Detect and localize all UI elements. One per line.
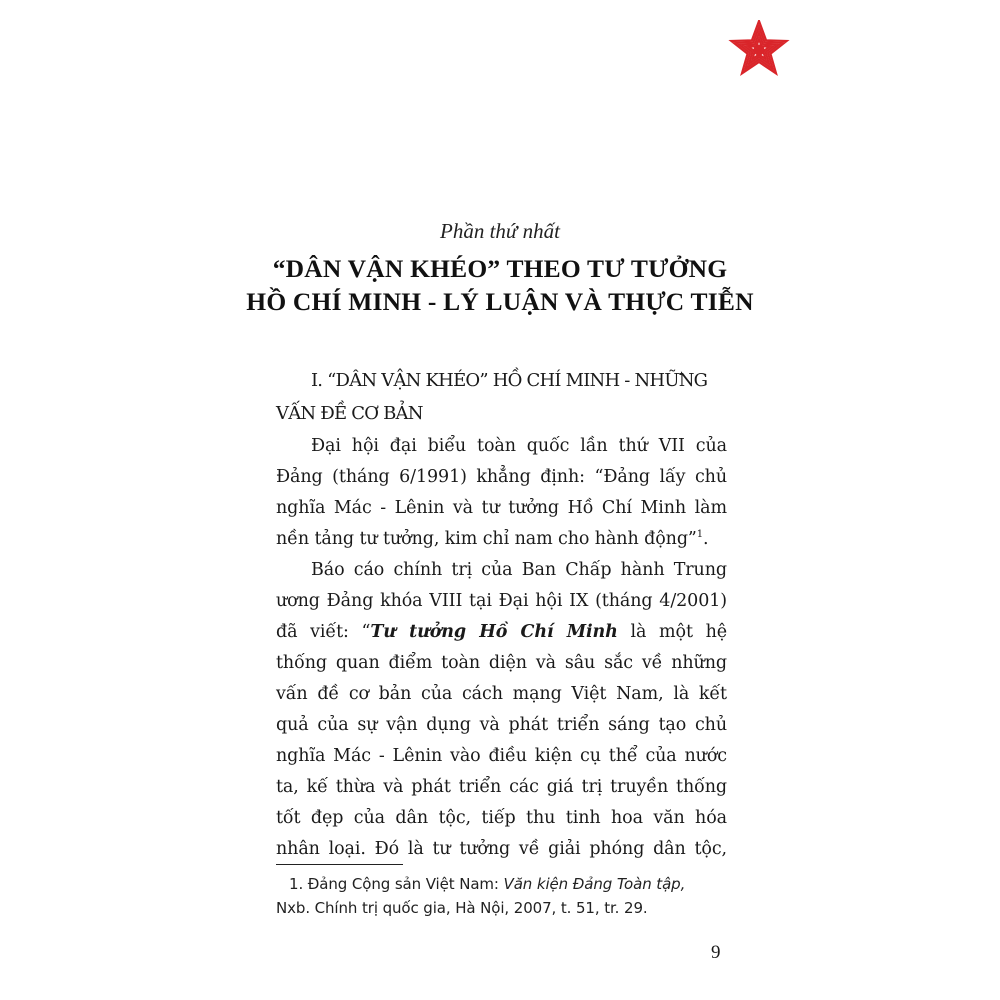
section-heading-line-2: VẤN ĐỀ CƠ BẢN: [276, 403, 423, 424]
footnote-line-1: [289, 875, 685, 893]
paragraph-2-line: ương Đảng khóa VIII tại Đại hội IX (tháng 4/2001): [276, 591, 727, 611]
paragraph-2-line: vấn đề cơ bản của cách mạng Việt Nam, là kết: [276, 684, 727, 704]
footnote-divider: [276, 864, 403, 865]
footnote-line-2: Nxb. Chính trị quốc gia, Hà Nội, 2007, t. 51, tr. 29.: [276, 899, 648, 917]
publisher-star-logo-icon: [728, 20, 790, 80]
chapter-title-line-1: “DÂN VẬN KHÉO” THEO TƯ TƯỞNG: [272, 254, 728, 283]
paragraph-1-line: nghĩa Mác - Lênin và tư tưởng Hồ Chí Minh làm: [276, 498, 727, 518]
footnote-marker: 1: [696, 529, 704, 540]
paragraph-1-line: Đảng (tháng 6/1991) khẳng định: “Đảng lấy chủ: [276, 467, 727, 487]
chapter-title-line-2: HỒ CHÍ MINH - LÝ LUẬN VÀ THỰC TIỄN: [246, 287, 754, 316]
paragraph-1-last-line: [276, 529, 727, 549]
footnote-title: Văn kiện Đảng Toàn tập,: [503, 875, 686, 893]
paragraph-2-text: đã viết: “: [276, 622, 371, 642]
paragraph-2-line: Báo cáo chính trị của Ban Chấp hành Trung: [311, 560, 727, 580]
paragraph-2-line: nhân loại. Đó là tư tưởng về giải phóng dân tộc,: [276, 839, 727, 859]
footnote-source: 1. Đảng Cộng sản Việt Nam:: [289, 875, 504, 893]
paragraph-1-text: nền tảng tư tưởng, kim chỉ nam cho hành động”: [276, 529, 697, 549]
paragraph-1-line: Đại hội đại biểu toàn quốc lần thứ VII của: [311, 436, 727, 456]
paragraph-2-line: nghĩa Mác - Lênin vào điều kiện cụ thể của nước: [276, 746, 727, 766]
part-label: Phần thứ nhất: [440, 219, 560, 243]
paragraph-1-period: .: [703, 529, 709, 549]
paragraph-2-line: ta, kế thừa và phát triển các giá trị truyền thống: [276, 777, 727, 797]
emphasis-ho-chi-minh-thought: Tư tưởng Hồ Chí Minh: [370, 622, 618, 642]
paragraph-2-line: thống quan điểm toàn diện và sâu sắc về những: [276, 653, 727, 673]
page-number: 9: [711, 942, 721, 963]
paragraph-2-line: quả của sự vận dụng và phát triển sáng tạo chủ: [276, 715, 727, 735]
paragraph-2-line: [276, 622, 727, 642]
section-heading-line-1: I. “DÂN VẬN KHÉO” HỒ CHÍ MINH - NHỮNG: [311, 370, 708, 391]
paragraph-2-line: tốt đẹp của dân tộc, tiếp thu tinh hoa văn hóa: [276, 808, 727, 828]
paragraph-2-text: là một hệ: [617, 622, 728, 642]
